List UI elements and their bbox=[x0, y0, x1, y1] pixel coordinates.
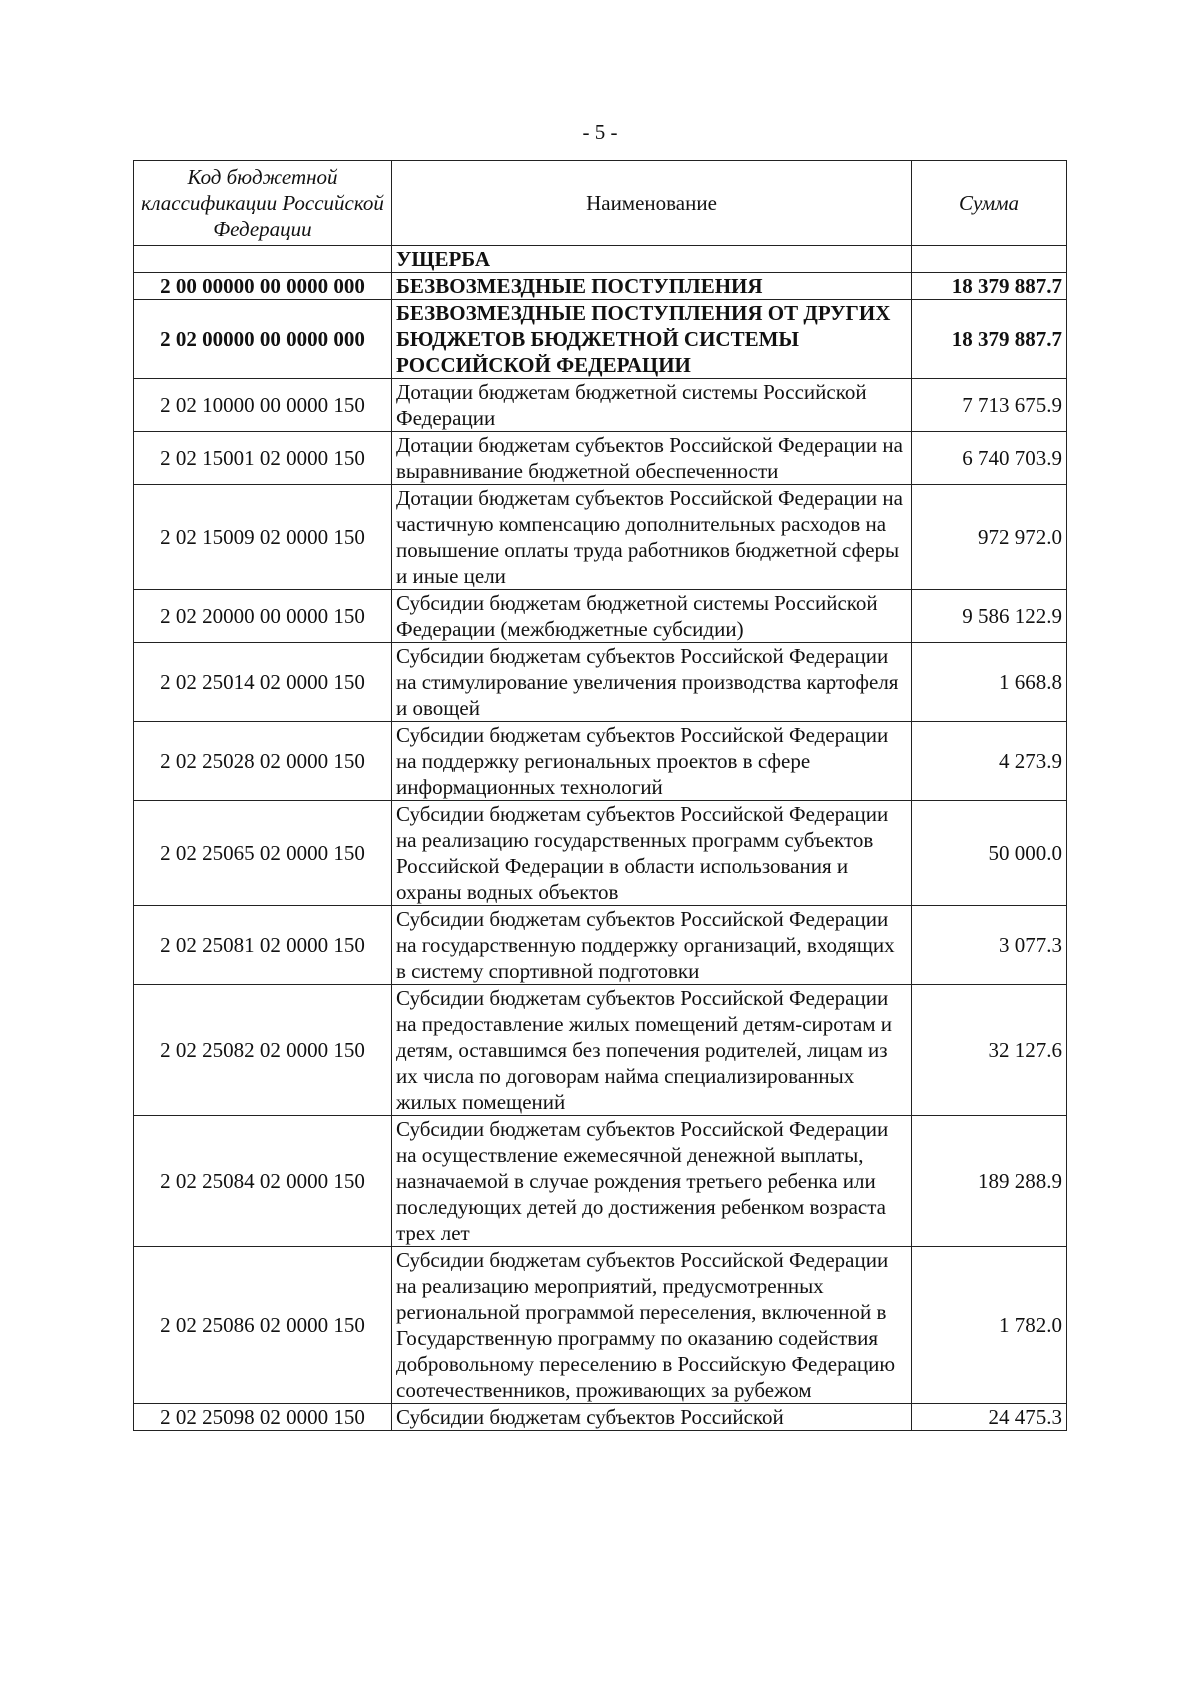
amount-cell: 24 475.3 bbox=[912, 1404, 1067, 1431]
budget-code-cell: 2 02 15009 02 0000 150 bbox=[134, 485, 392, 590]
amount-cell: 9 586 122.9 bbox=[912, 590, 1067, 643]
table-row bbox=[134, 300, 1067, 379]
table-row bbox=[134, 379, 1067, 432]
budget-code-cell: 2 02 25014 02 0000 150 bbox=[134, 643, 392, 722]
table-row bbox=[134, 246, 1067, 273]
item-name-cell: Субсидии бюджетам субъектов Российской Федерации на стимулирование увеличения производства картофеля и овощей bbox=[392, 643, 912, 722]
table-row bbox=[134, 985, 1067, 1116]
item-name-cell: Субсидии бюджетам субъектов Российской bbox=[392, 1404, 912, 1431]
header-sum: Сумма bbox=[912, 161, 1067, 246]
table-row bbox=[134, 1247, 1067, 1404]
budget-code-cell: 2 00 00000 00 0000 000 bbox=[134, 273, 392, 300]
amount-cell: 7 713 675.9 bbox=[912, 379, 1067, 432]
table-row bbox=[134, 906, 1067, 985]
amount-cell: 18 379 887.7 bbox=[912, 273, 1067, 300]
amount-cell: 3 077.3 bbox=[912, 906, 1067, 985]
item-name-cell: УЩЕРБА bbox=[392, 246, 912, 273]
amount-cell: 972 972.0 bbox=[912, 485, 1067, 590]
item-name-cell: БЕЗВОЗМЕЗДНЫЕ ПОСТУПЛЕНИЯ ОТ ДРУГИХ БЮДЖЕТОВ БЮДЖЕТНОЙ СИСТЕМЫ РОССИЙСКОЙ ФЕДЕРАЦИИ bbox=[392, 300, 912, 379]
header-code: Код бюджетной классификации Российской Федерации bbox=[134, 161, 392, 246]
table-row bbox=[134, 801, 1067, 906]
amount-cell: 1 668.8 bbox=[912, 643, 1067, 722]
item-name-cell: Субсидии бюджетам бюджетной системы Российской Федерации (межбюджетные субсидии) bbox=[392, 590, 912, 643]
amount-cell: 189 288.9 bbox=[912, 1116, 1067, 1247]
amount-cell: 32 127.6 bbox=[912, 985, 1067, 1116]
budget-code-cell: 2 02 25084 02 0000 150 bbox=[134, 1116, 392, 1247]
table-row bbox=[134, 1116, 1067, 1247]
amount-cell: 18 379 887.7 bbox=[912, 300, 1067, 379]
budget-code-cell: 2 02 25086 02 0000 150 bbox=[134, 1247, 392, 1404]
table-body bbox=[134, 246, 1067, 1431]
table-row bbox=[134, 643, 1067, 722]
budget-code-cell: 2 02 25098 02 0000 150 bbox=[134, 1404, 392, 1431]
amount-cell: 1 782.0 bbox=[912, 1247, 1067, 1404]
item-name-cell: Дотации бюджетам бюджетной системы Российской Федерации bbox=[392, 379, 912, 432]
table-header-row bbox=[134, 161, 1067, 246]
amount-cell bbox=[912, 246, 1067, 273]
amount-cell: 4 273.9 bbox=[912, 722, 1067, 801]
budget-code-cell: 2 02 25081 02 0000 150 bbox=[134, 906, 392, 985]
budget-code-cell: 2 02 00000 00 0000 000 bbox=[134, 300, 392, 379]
item-name-cell: Субсидии бюджетам субъектов Российской Федерации на предоставление жилых помещений детям-сиротам и детям, оставшимся без попечения родителей, лицам из их числа по договорам найма специализированных жилых помещений bbox=[392, 985, 912, 1116]
table-row bbox=[134, 590, 1067, 643]
item-name-cell: Субсидии бюджетам субъектов Российской Федерации на осуществление ежемесячной денежной выплаты, назначаемой в случае рождения третьего ребенка или последующих детей до достижения ребенком возраста трех лет bbox=[392, 1116, 912, 1247]
page-number: - 5 - bbox=[582, 120, 618, 144]
budget-code-cell: 2 02 25082 02 0000 150 bbox=[134, 985, 392, 1116]
budget-revenue-table bbox=[133, 160, 1067, 1431]
amount-cell: 50 000.0 bbox=[912, 801, 1067, 906]
amount-cell: 6 740 703.9 bbox=[912, 432, 1067, 485]
table-row bbox=[134, 722, 1067, 801]
item-name-cell: Дотации бюджетам субъектов Российской Федерации на выравнивание бюджетной обеспеченности bbox=[392, 432, 912, 485]
budget-code-cell: 2 02 25065 02 0000 150 bbox=[134, 801, 392, 906]
item-name-cell: Субсидии бюджетам субъектов Российской Федерации на реализацию мероприятий, предусмотренных региональной программой переселения, включенной в Государственную программу по оказанию содействия добровольному переселению в Российскую Федерацию соотечественников, проживающих за рубежом bbox=[392, 1247, 912, 1404]
item-name-cell: Субсидии бюджетам субъектов Российской Федерации на поддержку региональных проектов в сфере информационных технологий bbox=[392, 722, 912, 801]
budget-code-cell: 2 02 10000 00 0000 150 bbox=[134, 379, 392, 432]
item-name-cell: Дотации бюджетам субъектов Российской Федерации на частичную компенсацию дополнительных расходов на повышение оплаты труда работников бюджетной сферы и иные цели bbox=[392, 485, 912, 590]
table-row bbox=[134, 485, 1067, 590]
budget-code-cell: 2 02 25028 02 0000 150 bbox=[134, 722, 392, 801]
item-name-cell: Субсидии бюджетам субъектов Российской Федерации на реализацию государственных программ субъектов Российской Федерации в области использования и охраны водных объектов bbox=[392, 801, 912, 906]
table-row bbox=[134, 273, 1067, 300]
budget-code-cell: 2 02 20000 00 0000 150 bbox=[134, 590, 392, 643]
header-name: Наименование bbox=[392, 161, 912, 246]
table-row bbox=[134, 1404, 1067, 1431]
item-name-cell: Субсидии бюджетам субъектов Российской Федерации на государственную поддержку организаций, входящих в систему спортивной подготовки bbox=[392, 906, 912, 985]
budget-code-cell bbox=[134, 246, 392, 273]
table-row bbox=[134, 432, 1067, 485]
budget-code-cell: 2 02 15001 02 0000 150 bbox=[134, 432, 392, 485]
item-name-cell: БЕЗВОЗМЕЗДНЫЕ ПОСТУПЛЕНИЯ bbox=[392, 273, 912, 300]
